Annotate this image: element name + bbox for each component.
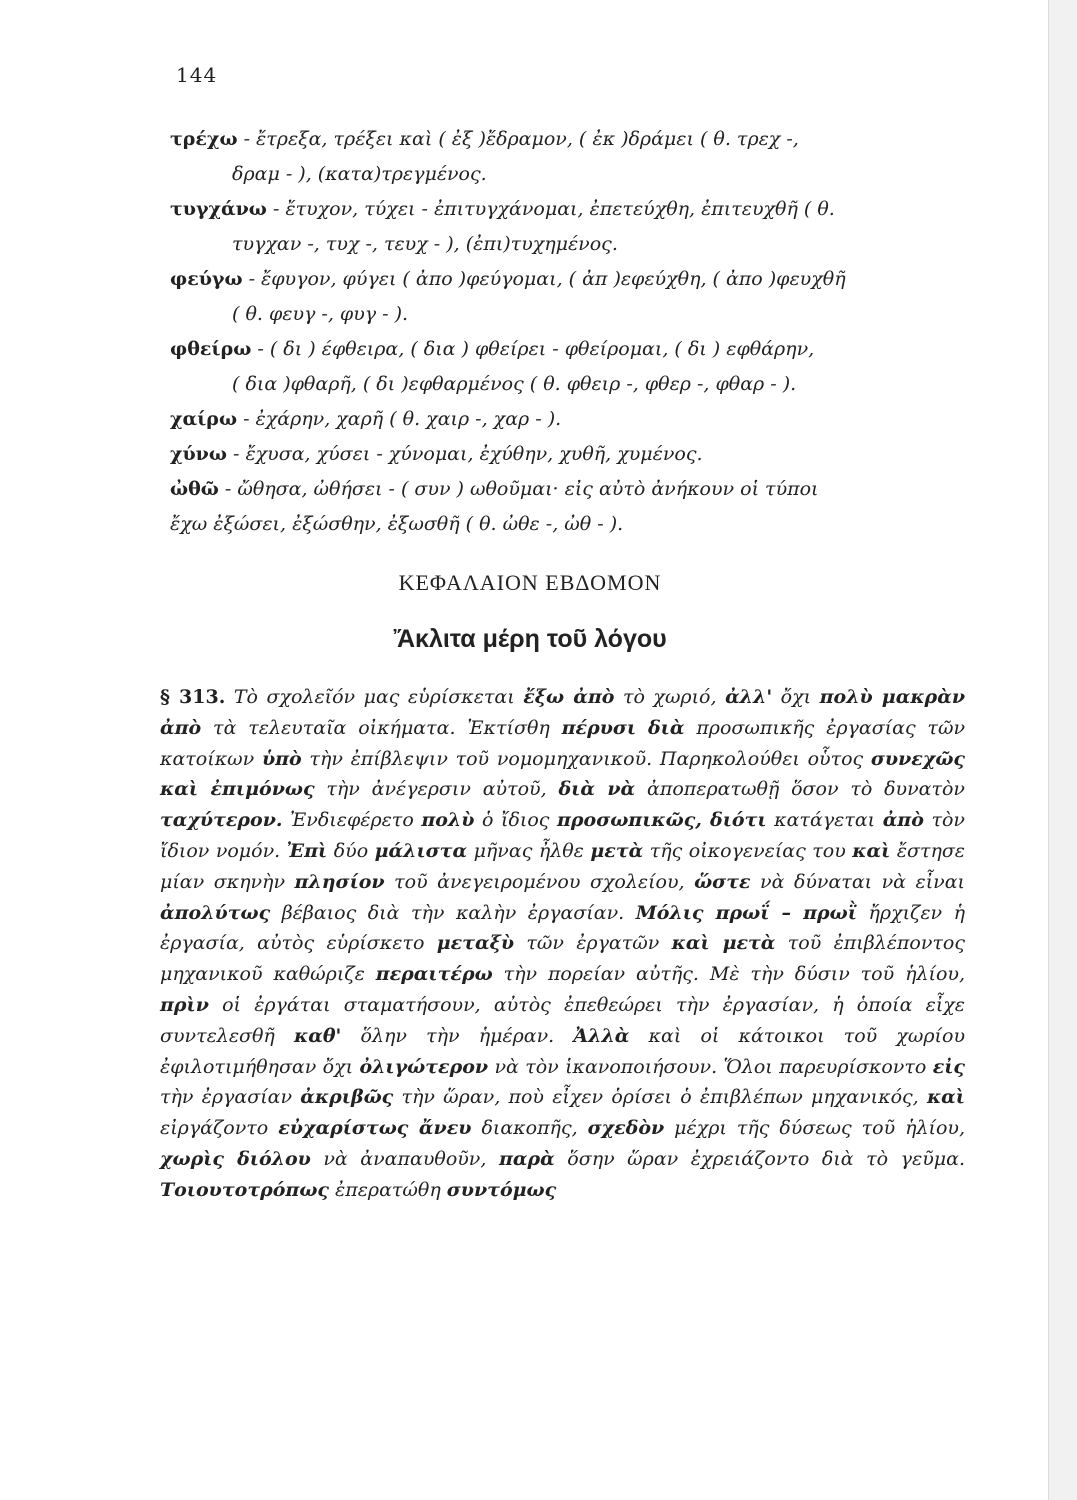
emphasized-word: διὰ (647, 716, 685, 739)
text-run: τὴν ἐργασίαν (160, 1086, 301, 1109)
emphasized-word: ὑπὸ (261, 747, 302, 770)
verb-entry (170, 402, 988, 437)
verb-forms: - ( δι ) έφθειρα, ( δια ) φθείρει - φθείρομαι, ( δι ) εφθάρην, (251, 338, 815, 360)
verb-entry (170, 122, 988, 192)
text-run: εἰργάζοντο (160, 1117, 279, 1140)
verb-lemma: χύνω (170, 443, 227, 465)
emphasized-word: εἰς (932, 1055, 966, 1078)
paragraph-body (160, 686, 965, 1201)
page-edge-shadow (1048, 0, 1077, 1500)
verb-entry (170, 472, 988, 542)
text-run: κατάγεται (766, 809, 883, 832)
emphasized-word: ὀλιγώτερον (359, 1055, 489, 1078)
emphasized-word: πολὺ μακρὰν ἀπὸ (160, 686, 965, 739)
text-run: ἀποπερατωθῇ ὅσον τὸ δυνατὸν (635, 778, 965, 801)
emphasized-word: καθ' (293, 1024, 342, 1047)
emphasized-word: πλησίον (294, 870, 385, 893)
section-heading: Ἄκλιτα μέρη τοῦ λόγου (393, 625, 667, 653)
verb-forms-continued: τυγχαν -, τυχ -, τευχ - ), (ἐπι)τυχημένος. (232, 233, 618, 255)
emphasized-word: ταχύτερον. (160, 809, 283, 832)
emphasized-word: προσωπικῶς, διότι (556, 809, 767, 832)
text-run: τὸ χωριό, (614, 686, 726, 708)
section-number: § 313. (160, 686, 226, 708)
text-run: τῶν ἐργατῶν (514, 932, 672, 955)
text-run: ἐπερατώθη (328, 1178, 447, 1201)
verb-forms: - ὤθησα, ὠθήσει - ( συν ) ωθοῦμαι· εἰς αὐτὸ ἀνήκουν οἱ τύποι (218, 478, 819, 500)
verb-forms: - ἔφυγον, φύγει ( ἀπο )φεύγομαι, ( ἀπ )εφεύχθη, ( ἀπο )φευχθῆ (242, 268, 846, 290)
verb-forms: - ἔτρεξα, τρέξει καὶ ( ἐξ )ἔδραμον, ( ἐκ )δράμει ( θ. τρεχ -, (237, 128, 799, 150)
emphasized-word: πολὺ (421, 809, 475, 832)
verb-forms: - ἔχυσα, χύσει - χύνομαι, ἐχύθην, χυθῆ, χυμένος. (226, 443, 703, 465)
verb-forms: - ἔτυχον, τύχει - ἐπιτυγχάνομαι, ἐπετεύχθη, ἐπιτευχθῆ ( θ. (266, 198, 835, 220)
emphasized-word: διὰ νὰ (558, 778, 636, 801)
section-paragraph (160, 682, 965, 1206)
emphasized-word: καὶ μετὰ (671, 932, 776, 955)
text-run: τὰ τελευταῖα οἰκήματα. Ἐκτίσθη (201, 716, 562, 739)
emphasized-word: ὥστε (694, 870, 751, 893)
emphasized-word: χωρὶς διόλου (160, 1147, 311, 1170)
text-run: τὴν πορείαν αὐτῆς. Μὲ τὴν δύσιν τοῦ ἡλίου, (492, 963, 965, 986)
text-run (636, 717, 648, 739)
verb-entry (170, 192, 988, 262)
emphasized-word: συντόμως (446, 1178, 557, 1201)
text-run: νὰ δύναται νὰ εἶναι (750, 870, 965, 893)
emphasized-word: ἀπολύτως (160, 901, 271, 924)
text-run: τὴν ἐπίβλεψιν τοῦ νομομηχανικοῦ. Παρηκολούθει οὗτος (301, 747, 871, 770)
text-run: διακοπῆς, (471, 1117, 588, 1140)
emphasized-word: Τοιουτοτρόπως (160, 1178, 329, 1201)
emphasized-word: εὐχαρίστως ἄνευ (278, 1117, 472, 1140)
emphasized-word: ἀλλ' (725, 686, 773, 708)
emphasized-word: σχεδὸν (587, 1117, 665, 1140)
emphasized-word: πρὶν (160, 993, 209, 1016)
emphasized-word: ἔξω ἀπὸ (523, 686, 615, 708)
verb-lemma: τυγχάνω (170, 198, 267, 220)
text-run: τὴν ἀνέγερσιν αὐτοῦ, (314, 778, 559, 801)
text-run: τὸν ἴδιον νομόν. (160, 809, 965, 862)
text-run: νὰ ἀναπαυθοῦν, (310, 1147, 499, 1170)
verb-lemma: φεύγω (170, 268, 243, 290)
text-run: ὁ ἴδιος (474, 809, 557, 832)
text-run: μέχρι τῆς δύσεως τοῦ ἡλίου, (664, 1117, 966, 1140)
verb-forms-continued: ἔχω ἐξώσει, ἐξώσθην, ἐξωσθῆ ( θ. ὠθε -, ὠθ - ). (170, 513, 624, 535)
text-run: καὶ οἱ κάτοικοι τοῦ χωρίου ἐφιλοτιμήθησαν ὄχι (160, 1024, 965, 1078)
verb-entry (170, 332, 988, 402)
emphasized-word: Ἐπὶ (286, 839, 328, 862)
chapter-title: ΚΕΦΑΛΑΙΟΝ ΕΒΔΟΜΟΝ (398, 570, 662, 595)
verb-entry (170, 437, 988, 472)
verb-list (170, 122, 988, 542)
verb-lemma: ὠθῶ (170, 478, 219, 500)
emphasized-word: καὶ (852, 839, 891, 862)
text-run: ἔστησε μίαν σκηνὴν (160, 839, 966, 893)
verb-forms-continued: ( δια )φθαρῆ, ( δι )εφθαρμένος ( θ. φθειρ -, φθερ -, φθαρ - ). (232, 373, 797, 395)
text-run: δύο (327, 839, 375, 862)
emphasized-word: συνεχῶς καὶ ἐπιμόνως (160, 747, 966, 801)
text-run: τῆς οἰκογενείας του (643, 839, 853, 862)
emphasized-word: μεταξὺ (436, 932, 515, 955)
verb-lemma: χαίρω (170, 408, 238, 430)
text-run: ἤρχιζεν ἡ ἐργασία, αὐτὸς εὑρίσκετο (160, 901, 965, 955)
emphasized-word: μετὰ (590, 839, 644, 862)
text-run: Ἐνδιεφέρετο (282, 809, 422, 832)
emphasized-word: Ἀλλὰ (573, 1024, 630, 1047)
verb-entry (170, 262, 988, 332)
text-run: τοῦ ἐπιβλέποντος μηχανικοῦ καθώριζε (160, 932, 965, 986)
page-number: 144 (176, 63, 218, 87)
text-run: ὅλην τὴν ἡμέραν. (341, 1024, 574, 1047)
verb-lemma: φθείρω (170, 338, 252, 360)
text-run: μῆνας ἦλθε (467, 839, 591, 862)
emphasized-word: περαιτέρω (375, 963, 493, 986)
text-run: νὰ τὸν ἱκανοποιήσουν. Ὅλοι παρευρίσκοντο (488, 1055, 933, 1078)
verb-forms-continued: δραμ - ), (κατα)τρεγμένος. (232, 163, 487, 185)
text-run: τὴν ὥραν, ποὺ εἶχεν ὁρίσει ὁ ἐπιβλέπων μηχανικός, (393, 1086, 927, 1109)
emphasized-word: καὶ (926, 1086, 965, 1109)
text-run: ὅσην ὥραν ἐχρειάζοντο διὰ τὸ γεῦμα. (554, 1147, 965, 1170)
emphasized-word: πέρυσι (561, 716, 637, 739)
emphasized-word: μάλιστα (374, 839, 468, 862)
text-run: ὄχι (772, 686, 820, 708)
emphasized-word: ἀπὸ (882, 809, 924, 832)
emphasized-word: ἀκριβῶς (300, 1086, 394, 1109)
text-run: Τὸ σχολεῖόν μας εὑρίσκεται (233, 686, 524, 708)
verb-forms-continued: ( θ. φευγ -, φυγ - ). (232, 303, 409, 325)
text-run: προσωπικῆς ἐργασίας τῶν κατοίκων (160, 716, 965, 770)
emphasized-word: Μόλις πρωΐ – πρωῒ (635, 901, 857, 924)
verb-lemma: τρέχω (170, 128, 238, 150)
text-run: τοῦ ἀνεγειρομένου σχολείου, (384, 870, 695, 893)
emphasized-word: παρὰ (498, 1147, 555, 1170)
text-run: βέβαιος διὰ τὴν καλὴν ἐργασίαν. (270, 901, 636, 924)
verb-forms: - ἐχάρην, χαρῆ ( θ. χαιρ -, χαρ - ). (237, 408, 562, 430)
text-run: οἱ ἐργάται σταματήσουν, αὐτὸς ἐπεθεώρει τὴν ἐργασίαν, ἡ ὁποία εἶχε συντελεσθῆ (160, 993, 965, 1047)
